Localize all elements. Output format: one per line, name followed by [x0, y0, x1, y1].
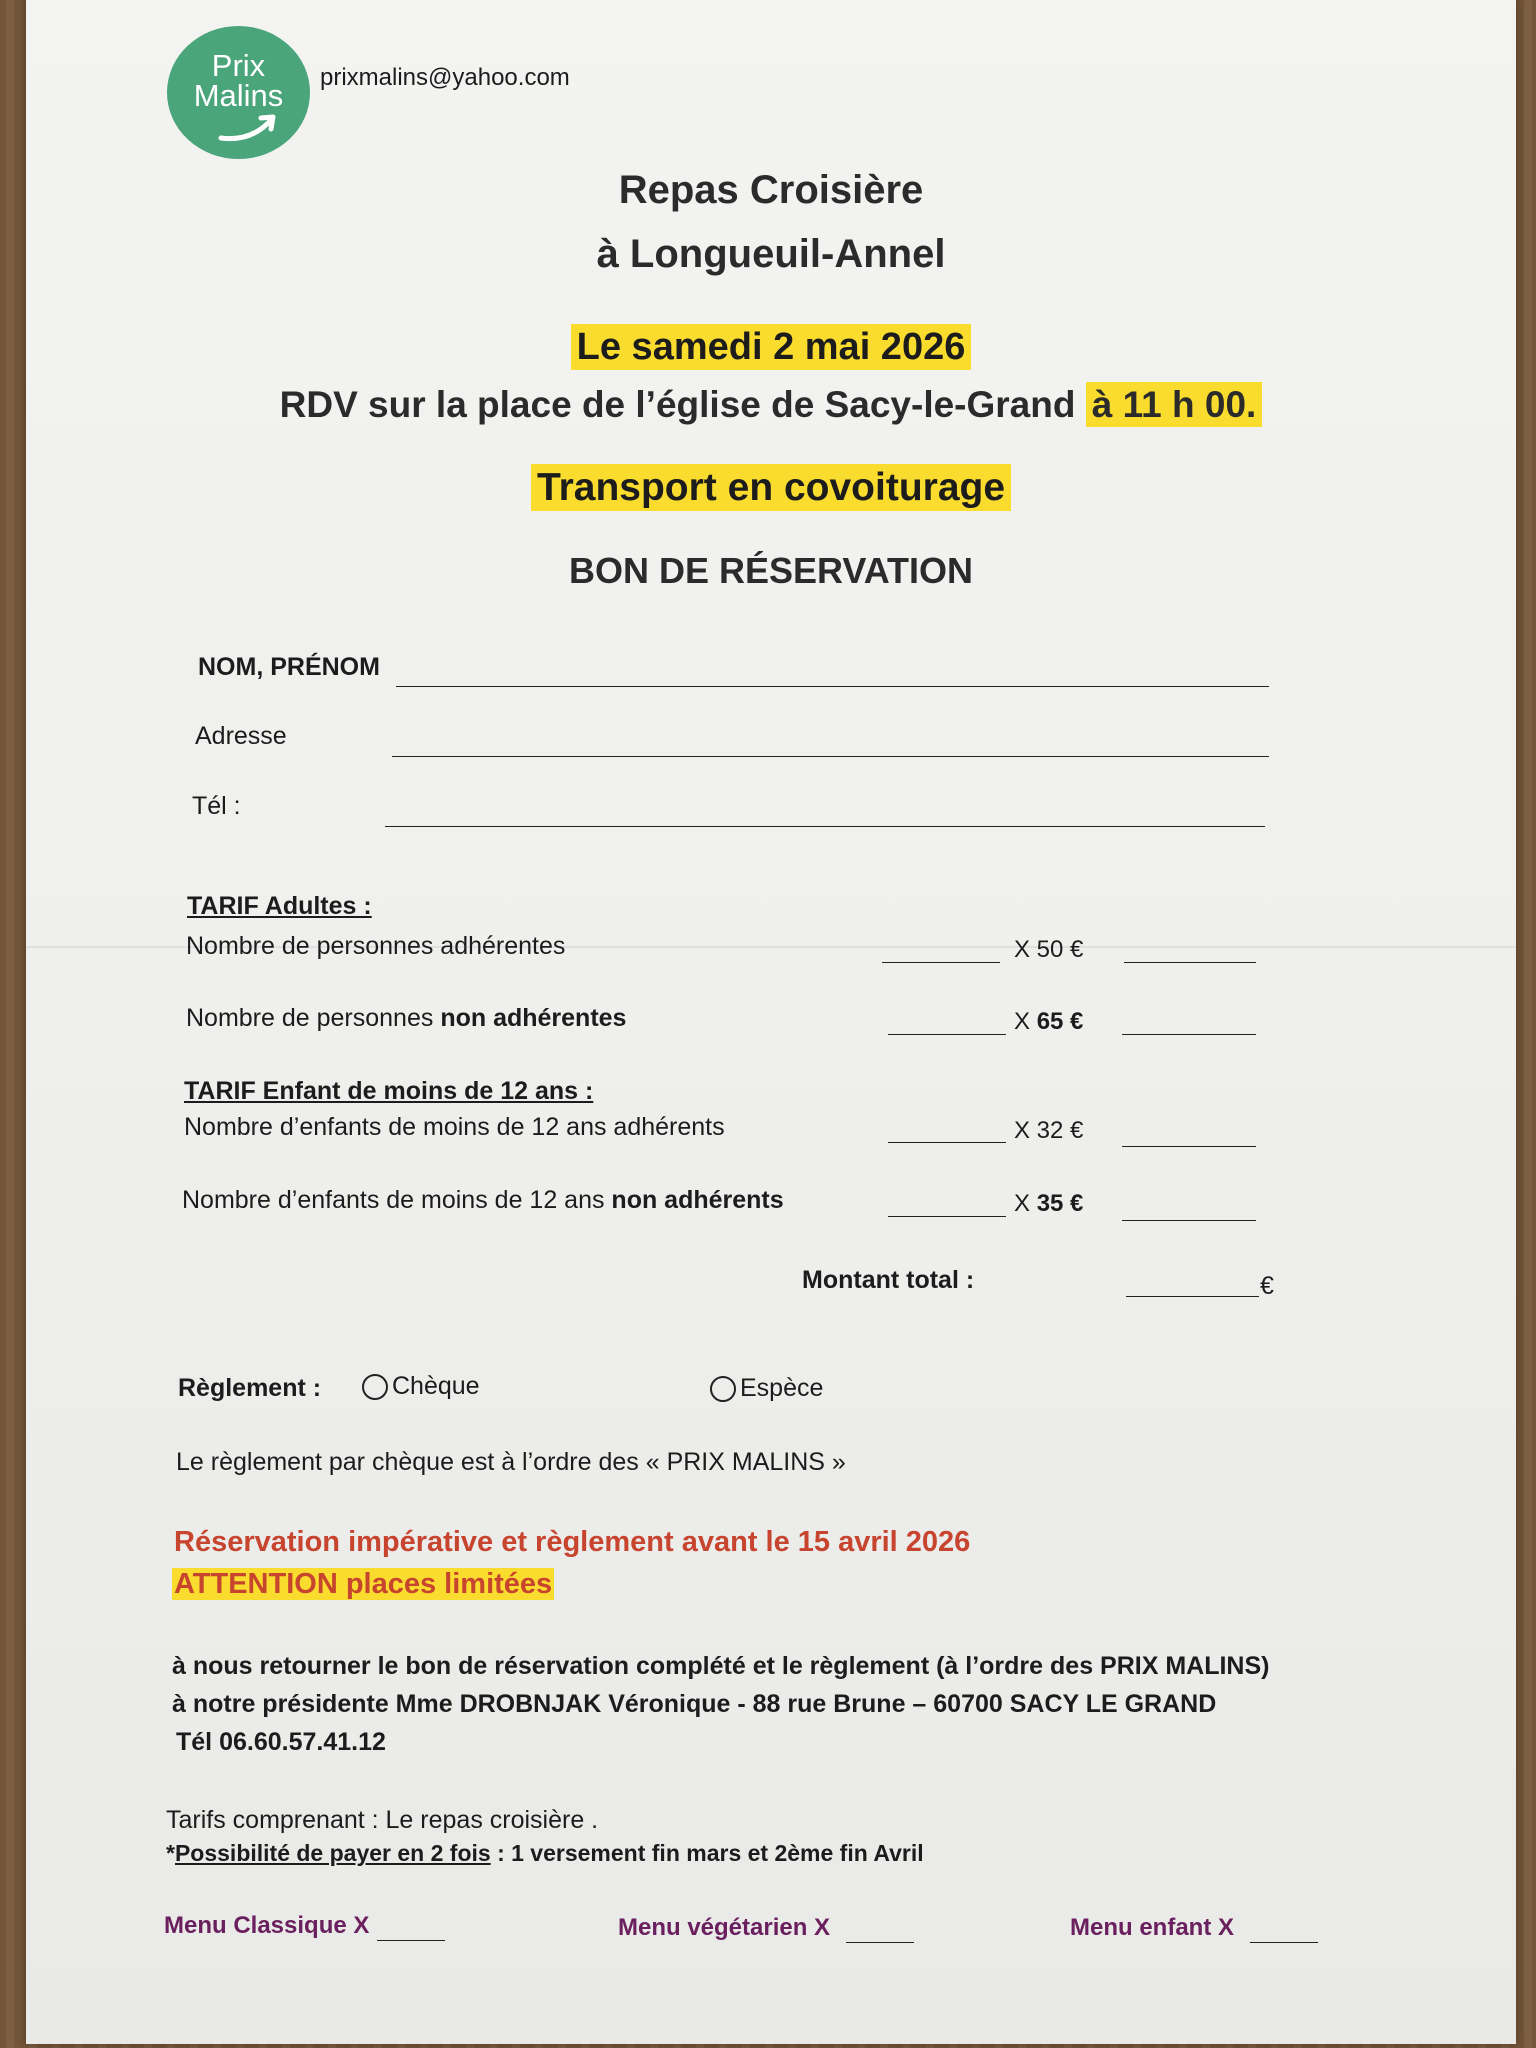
- contact-email: prixmalins@yahoo.com: [320, 64, 570, 91]
- transport-info: [26, 466, 1516, 510]
- child-nonmember-label: [182, 1186, 784, 1215]
- attention-highlight: ATTENTION places limitées: [174, 1568, 553, 1600]
- total-label: Montant total :: [802, 1266, 975, 1294]
- form-title: BON DE RÉSERVATION: [568, 550, 974, 591]
- adult-nonmember-label: [186, 1004, 626, 1033]
- event-title-line1: Repas Croisière: [618, 168, 924, 212]
- child-tarif-heading: TARIF Enfant de moins de 12 ans :: [184, 1077, 594, 1105]
- total-amount-line[interactable]: [1126, 1296, 1259, 1297]
- tarifs-include-note: Tarifs comprenant : Le repas croisière .: [166, 1806, 599, 1834]
- child-nonmember-subtotal-line[interactable]: [1122, 1220, 1256, 1221]
- name-input-line[interactable]: [396, 686, 1269, 687]
- transport-highlight: Transport en covoiturage: [531, 464, 1011, 511]
- adult-nonmember-label-bold: non adhérentes: [440, 1004, 627, 1032]
- adult-nonmember-label-text: Nombre de personnes: [186, 1004, 441, 1032]
- menu-child-qty-line[interactable]: [1250, 1942, 1318, 1943]
- cash-label: Espèce: [740, 1374, 824, 1402]
- child-member-subtotal-line[interactable]: [1122, 1146, 1256, 1147]
- menu-vegetarian-label: Menu végétarien X: [618, 1914, 831, 1941]
- payment-option-cheque[interactable]: [362, 1372, 480, 1401]
- payment-option-cash[interactable]: [710, 1374, 823, 1403]
- menu-child-label: Menu enfant X: [1070, 1914, 1235, 1941]
- logo-text-line2: Malins: [193, 78, 284, 113]
- meeting-point: [26, 384, 1516, 426]
- president-phone: Tél 06.60.57.41.12: [176, 1728, 386, 1756]
- installment-star: *: [166, 1840, 175, 1866]
- child-nonmember-price: [1014, 1190, 1083, 1218]
- attention-notice: [172, 1568, 554, 1601]
- adult-nonmember-subtotal-line[interactable]: [1122, 1034, 1256, 1035]
- installment-rest: : 1 versement fin mars et 2ème fin Avril: [490, 1840, 924, 1866]
- child-nonmember-qty-line[interactable]: [888, 1216, 1006, 1217]
- phone-label: Tél :: [192, 792, 241, 820]
- address-label: Adresse: [195, 722, 287, 750]
- adult-nonmember-qty-line[interactable]: [888, 1034, 1006, 1035]
- total-currency: €: [1260, 1272, 1274, 1300]
- installment-underlined: Possibilité de payer en 2 fois: [174, 1840, 491, 1866]
- child-nonmember-label-bold: non adhérents: [611, 1186, 784, 1214]
- child-member-price: X 32 €: [1014, 1117, 1084, 1144]
- adult-member-subtotal-line[interactable]: [1124, 962, 1256, 963]
- adult-member-price: X 50 €: [1014, 936, 1084, 963]
- cheque-radio[interactable]: [362, 1374, 388, 1400]
- adult-tarif-heading: TARIF Adultes :: [187, 892, 372, 920]
- event-title-line2: à Longueuil-Annel: [596, 232, 946, 276]
- menu-classic-qty-line[interactable]: [377, 1940, 445, 1941]
- adult-member-label: Nombre de personnes adhérentes: [186, 932, 566, 960]
- payment-label: Règlement :: [178, 1374, 322, 1402]
- phone-input-line[interactable]: [385, 826, 1265, 827]
- child-nonmember-price-bold: 35 €: [1036, 1190, 1084, 1217]
- return-instructions-line2: à notre présidente Mme DROBNJAK Véronique - 88 rue Brune – 60700 SACY LE GRAND: [172, 1690, 1217, 1718]
- prix-malins-logo: [167, 26, 310, 159]
- event-date: [26, 326, 1516, 369]
- child-member-label: Nombre d’enfants de moins de 12 ans adhérents: [184, 1113, 725, 1141]
- menu-classic-label: Menu Classique X: [164, 1912, 370, 1939]
- name-label: NOM, PRÉNOM: [198, 653, 380, 681]
- child-nonmember-price-prefix: X: [1014, 1190, 1037, 1217]
- child-member-qty-line[interactable]: [888, 1142, 1006, 1143]
- logo-arrow-icon: [215, 112, 285, 144]
- address-input-line[interactable]: [392, 756, 1269, 757]
- deadline-notice: Réservation impérative et règlement avant le 15 avril 2026: [174, 1526, 971, 1558]
- menu-vegetarian-qty-line[interactable]: [846, 1942, 914, 1943]
- return-instructions-line1: à nous retourner le bon de réservation complété et le règlement (à l’ordre des PRIX MALINS): [172, 1652, 1270, 1680]
- reservation-form-sheet: [26, 0, 1516, 2044]
- cash-radio[interactable]: [710, 1376, 736, 1402]
- meeting-time: à 11 h 00.: [1086, 382, 1263, 427]
- adult-nonmember-price-bold: 65 €: [1036, 1008, 1084, 1035]
- adult-nonmember-price: [1014, 1008, 1083, 1036]
- cheque-order-note: Le règlement par chèque est à l’ordre des « PRIX MALINS »: [176, 1448, 846, 1476]
- meeting-place: RDV sur la place de l’église de Sacy-le-Grand: [279, 384, 1076, 425]
- adult-member-qty-line[interactable]: [882, 962, 1000, 963]
- logo-text-line1: Prix: [211, 48, 266, 83]
- installment-note: [166, 1840, 924, 1867]
- event-date-highlight: Le samedi 2 mai 2026: [571, 324, 972, 370]
- cheque-label: Chèque: [392, 1372, 480, 1400]
- child-nonmember-label-text: Nombre d’enfants de moins de 12 ans: [182, 1186, 612, 1214]
- adult-nonmember-price-prefix: X: [1014, 1008, 1037, 1035]
